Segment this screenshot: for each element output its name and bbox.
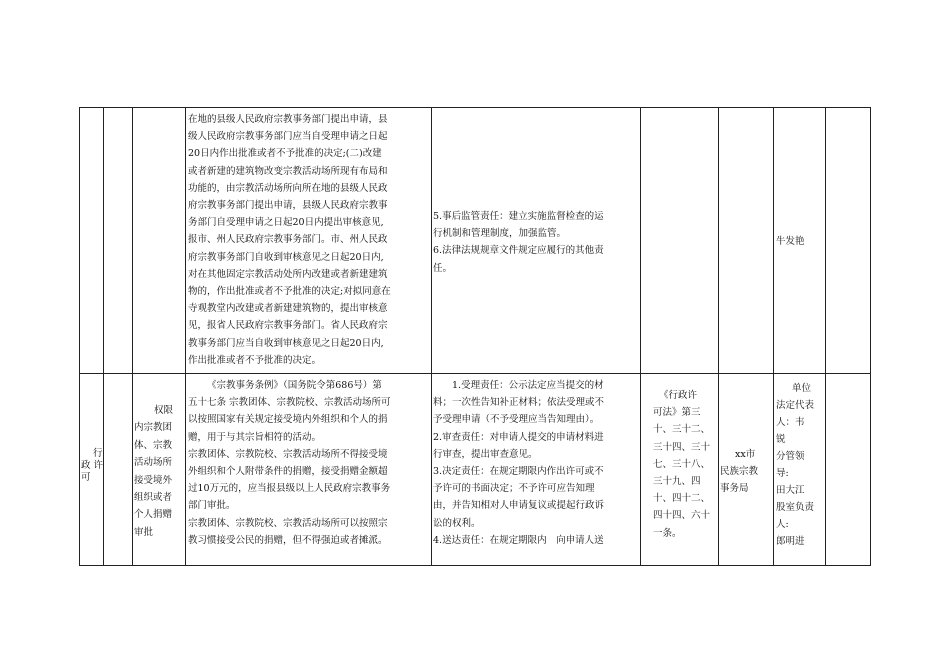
law-line: 三十四、三十: [653, 441, 711, 453]
category-line: 可: [81, 472, 91, 483]
text-line: 外组织和个人附带条件的捐赠，接受捐赠金额超: [188, 466, 388, 478]
row1-duty-cell: [433, 208, 639, 277]
item-line: 体、宗教: [134, 439, 173, 451]
item-line: 权限: [154, 405, 174, 416]
text-line: 行机制和管理制度，加强监管。: [433, 228, 567, 240]
text-line: 功能的，由宗教活动场所向所在地的县级人民政: [188, 182, 388, 194]
text-line: 行审查，提出审查意见。: [433, 448, 538, 460]
row2-basis-cell: [188, 377, 430, 549]
item-line: 活动场所: [134, 457, 173, 469]
text-line: 见，报省人民政府宗教事务部门。省人民政府宗: [188, 320, 388, 332]
person-line: 股室负责: [776, 502, 815, 513]
person-line: 分管领: [776, 451, 805, 462]
person-line: 法定代表: [776, 400, 815, 411]
row2-category-cell: [81, 448, 103, 484]
text-line: 2.审查责任：对申请人提交的申请材料进: [433, 431, 604, 443]
row2-person-cell: [776, 380, 825, 550]
text-line: 级人民政府宗教事务部门应当自受理申请之日起: [188, 131, 388, 143]
item-line: 内宗教团: [134, 422, 173, 434]
text-line: 府宗教事务部门提出申请，县级人民政府宗教事: [188, 200, 388, 212]
person-line: 锐: [776, 434, 786, 445]
row1-person-cell: [776, 233, 824, 250]
text-line: 务部门自受理申请之日起20日内提出审核意见,: [188, 217, 384, 229]
text-line: 寺观教堂内改建或者新建建筑物的，提出审核意: [188, 303, 388, 315]
text-line: 1.受理责任：公示法定应当提交的材: [452, 380, 604, 391]
item-line: 个人捐赠: [134, 509, 173, 521]
text-line: 部门审批。: [188, 500, 236, 512]
law-line: 七、三十八、: [653, 458, 711, 470]
law-line: 十、三十二、: [653, 424, 711, 436]
text-line: 料；一次性告知补正材料；依法受理或不: [433, 397, 605, 409]
text-line: 作出批准或者不予批准的决定。: [188, 354, 322, 366]
person-line: 郎明进: [776, 536, 805, 547]
text-line: 报市、州人民政府宗教事务部门。市、州人民政: [188, 234, 388, 246]
text-line: 教习惯接受公民的捐赠，但不得强迫或者摊派。: [188, 534, 388, 546]
dept-line: 事务局: [720, 483, 749, 495]
person-line: 人：韦: [776, 417, 805, 428]
text-line: 讼的权利。: [433, 517, 481, 529]
text-line: 教事务部门应当自收到审核意见之日起20日内,: [188, 337, 384, 349]
text-line: 6.法律法规规章文件规定应履行的其他责: [433, 245, 604, 257]
law-line: 《行政许: [659, 390, 698, 401]
row2-duty-cell: [433, 377, 639, 549]
text-line: 过10万元的，应当报县级以上人民政府宗教事务: [188, 483, 391, 495]
text-line: 赠，用于与其宗旨相符的活动。: [188, 431, 322, 443]
text-line: 予受理申请（不予受理应当告知理由）。: [433, 414, 600, 426]
law-line: 一条。: [653, 527, 682, 539]
law-line: 四十四、六十: [653, 510, 711, 522]
text-line: 20日内作出批准或者不予批准的决定;(二)改建: [188, 148, 382, 160]
item-line: 接受境外: [134, 474, 173, 486]
text-line: 物的，作出批准或者不予批准的决定;对拟同意在: [188, 286, 391, 298]
dept-line: xx市: [735, 449, 756, 460]
text-line: 以按照国家有关规定接受境内外组织和个人的捐: [188, 414, 388, 426]
text-line: 在地的县级人民政府宗教事务部门提出申请，县: [188, 114, 388, 125]
row2-law-cell: [653, 387, 719, 542]
person-line: 导:: [776, 468, 789, 479]
row2-item-cell: [134, 402, 185, 541]
item-line: 组织或者: [134, 492, 173, 504]
law-line: 三十九、四: [653, 476, 701, 488]
category-line: 行: [93, 448, 103, 459]
text-line: 府宗教事务部门自收到审核意见之日起20日内,: [188, 251, 384, 263]
text-line: 对在其他固定宗教活动处所内改建或者新建建筑: [188, 268, 388, 280]
dept-line: 民族宗教: [720, 466, 759, 478]
text-line: 由，并告知相对人申请复议或提起行政诉: [433, 500, 605, 512]
category-line: 政 许: [81, 460, 104, 471]
person-line: 单位: [792, 383, 812, 394]
row2-dept-cell: [720, 446, 773, 498]
text-line: 任。: [433, 262, 453, 274]
text-line: 3.决定责任：在规定期限内作出许可或不: [433, 466, 604, 478]
person-line: 田大江: [776, 485, 805, 496]
law-line: 十、四十二、: [653, 493, 711, 505]
text-line: 或者新建的建筑物改变宗教活动场所现有布局和: [188, 165, 388, 177]
text-line: 五十七条 宗教团体、宗教院校、宗教活动场所可: [188, 397, 391, 409]
text-line: 宗教团体、宗教院校、宗教活动场所不得接受境: [188, 448, 388, 460]
text-line: 予许可的书面决定；不予许可应告知理: [433, 483, 595, 495]
law-line: 可法》第三: [653, 407, 701, 419]
responsible-person: 牛发艳: [776, 236, 805, 247]
text-line: 4.送达责任：在规定期限内 向申请人送: [433, 534, 604, 546]
item-line: 审批: [134, 526, 154, 538]
text-line: 宗教团体、宗教院校、宗教活动场所可以按照宗: [188, 517, 388, 529]
text-line: 5.事后监管责任：建立实施监督检查的运: [433, 211, 604, 222]
row1-basis-cell: [188, 111, 430, 369]
person-line: 人:: [776, 519, 789, 530]
text-line: 《宗教事务条例》（国务院令第686号）第: [207, 380, 382, 391]
